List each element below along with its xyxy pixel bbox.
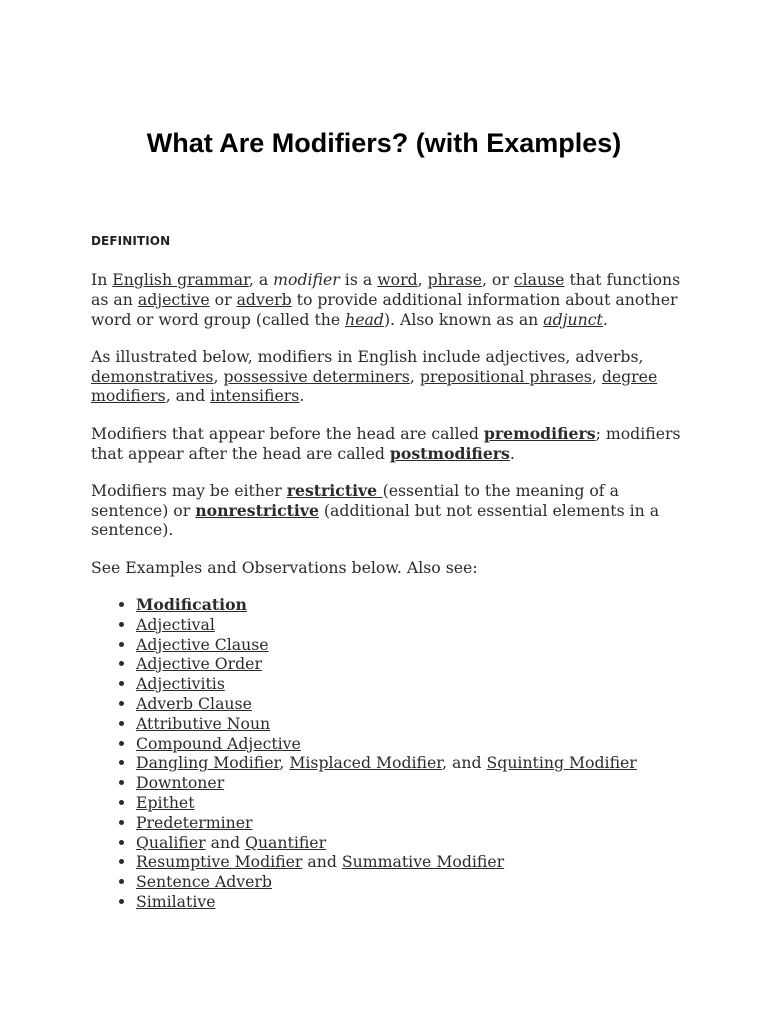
link-nonrestrictive[interactable]: nonrestrictive <box>195 500 319 520</box>
list-item <box>136 654 681 674</box>
link-intensifiers[interactable]: intensifiers <box>210 386 300 406</box>
text: , <box>417 270 428 289</box>
link-adverb[interactable]: adverb <box>236 289 292 309</box>
text: . <box>602 309 608 329</box>
text: and <box>205 832 246 852</box>
link-epithet[interactable]: Epithet <box>136 793 195 813</box>
link-possessive-determiners[interactable]: possessive determiners <box>223 366 410 386</box>
definition-label: DEFINITION <box>91 234 171 248</box>
types-paragraph <box>91 347 681 406</box>
text: , a <box>248 270 274 289</box>
list-item <box>136 694 681 714</box>
list-item <box>136 615 681 635</box>
link-resumptive-modifier[interactable]: Resumptive Modifier <box>136 852 303 872</box>
restrictive-paragraph <box>91 481 681 540</box>
list-item <box>136 753 681 773</box>
list-item <box>136 852 681 872</box>
link-degree-modifiers[interactable]: degree modifiers <box>91 366 658 406</box>
list-item <box>136 833 681 853</box>
text: , and <box>165 386 211 406</box>
link-phrase[interactable]: phrase <box>427 270 482 289</box>
link-similative[interactable]: Similative <box>136 892 216 912</box>
link-quantifier[interactable]: Quantifier <box>245 832 327 852</box>
list-item <box>136 773 681 793</box>
list-item <box>136 674 681 694</box>
link-dangling-modifier[interactable]: Dangling Modifier <box>136 753 280 773</box>
list-item <box>136 813 681 833</box>
link-adjective[interactable]: adjective <box>137 289 210 309</box>
text: ). Also known as an <box>383 309 544 329</box>
text: ; modifiers that appear after the head are called <box>91 423 681 463</box>
link-adjective-order[interactable]: Adjective Order <box>136 654 262 674</box>
text: or <box>209 289 237 309</box>
text: , <box>591 366 602 386</box>
text: , and <box>442 753 487 773</box>
text: to provide additional information about another word or word group (called the <box>91 289 678 329</box>
text: (additional but not essential elements in a sentence). <box>91 500 660 540</box>
link-head[interactable]: head <box>345 309 384 329</box>
position-paragraph <box>91 424 681 464</box>
text: , <box>409 366 420 386</box>
link-adjectival[interactable]: Adjectival <box>136 614 215 634</box>
link-english-grammar[interactable]: English grammar <box>112 270 249 289</box>
link-adverb-clause[interactable]: Adverb Clause <box>136 694 252 714</box>
link-squinting-modifier[interactable]: Squinting Modifier <box>486 753 637 773</box>
list-item <box>136 872 681 892</box>
see-also-list <box>91 595 681 912</box>
text: . <box>299 386 305 406</box>
link-adjectivitis[interactable]: Adjectivitis <box>136 674 225 694</box>
link-predeterminer[interactable]: Predeterminer <box>136 812 253 832</box>
link-postmodifiers[interactable]: postmodifiers <box>389 443 510 463</box>
link-adjunct[interactable]: adjunct <box>543 309 603 329</box>
link-clause[interactable]: clause <box>513 270 565 289</box>
link-summative-modifier[interactable]: Summative Modifier <box>341 852 505 872</box>
text: that functions as an <box>91 270 681 309</box>
link-demonstratives[interactable]: demonstratives <box>91 366 214 386</box>
link-downtoner[interactable]: Downtoner <box>136 773 225 793</box>
link-adjective-clause[interactable]: Adjective Clause <box>136 634 269 654</box>
link-attributive-noun[interactable]: Attributive Noun <box>136 713 271 733</box>
text: , <box>279 753 290 773</box>
text: In <box>91 270 113 289</box>
list-item <box>136 635 681 655</box>
term-modifier: modifier <box>273 270 340 289</box>
text: is a <box>339 270 378 289</box>
see-also-paragraph: See Examples and Observations below. Also see: <box>91 557 478 577</box>
text: , or <box>481 270 514 289</box>
link-compound-adjective[interactable]: Compound Adjective <box>136 733 301 753</box>
article-body <box>91 270 681 912</box>
text: . <box>509 443 515 463</box>
list-item <box>136 892 681 912</box>
link-sentence-adverb[interactable]: Sentence Adverb <box>136 872 272 892</box>
text: Modifiers may be either <box>91 480 287 500</box>
text: (essential to the meaning of a sentence) or <box>91 480 619 520</box>
list-item <box>136 595 681 615</box>
link-word[interactable]: word <box>377 270 418 289</box>
text: , <box>213 366 224 386</box>
list-item <box>136 714 681 734</box>
definition-paragraph <box>91 270 681 329</box>
link-premodifiers[interactable]: premodifiers <box>483 423 596 443</box>
link-prepositional-phrases[interactable]: prepositional phrases <box>419 366 592 386</box>
list-item <box>136 793 681 813</box>
page-title: What Are Modifiers? (with Examples) <box>146 128 622 158</box>
link-restrictive[interactable]: restrictive <box>286 480 383 500</box>
text: Modifiers that appear before the head are called <box>91 423 484 443</box>
text: As illustrated below, modifiers in English include adjectives, adverbs, <box>91 346 644 366</box>
link-qualifier[interactable]: Qualifier <box>136 832 206 852</box>
text: and <box>302 852 342 872</box>
link-misplaced-modifier[interactable]: Misplaced Modifier <box>289 753 443 773</box>
list-item <box>136 734 681 754</box>
link-modification[interactable]: Modification <box>136 595 247 615</box>
